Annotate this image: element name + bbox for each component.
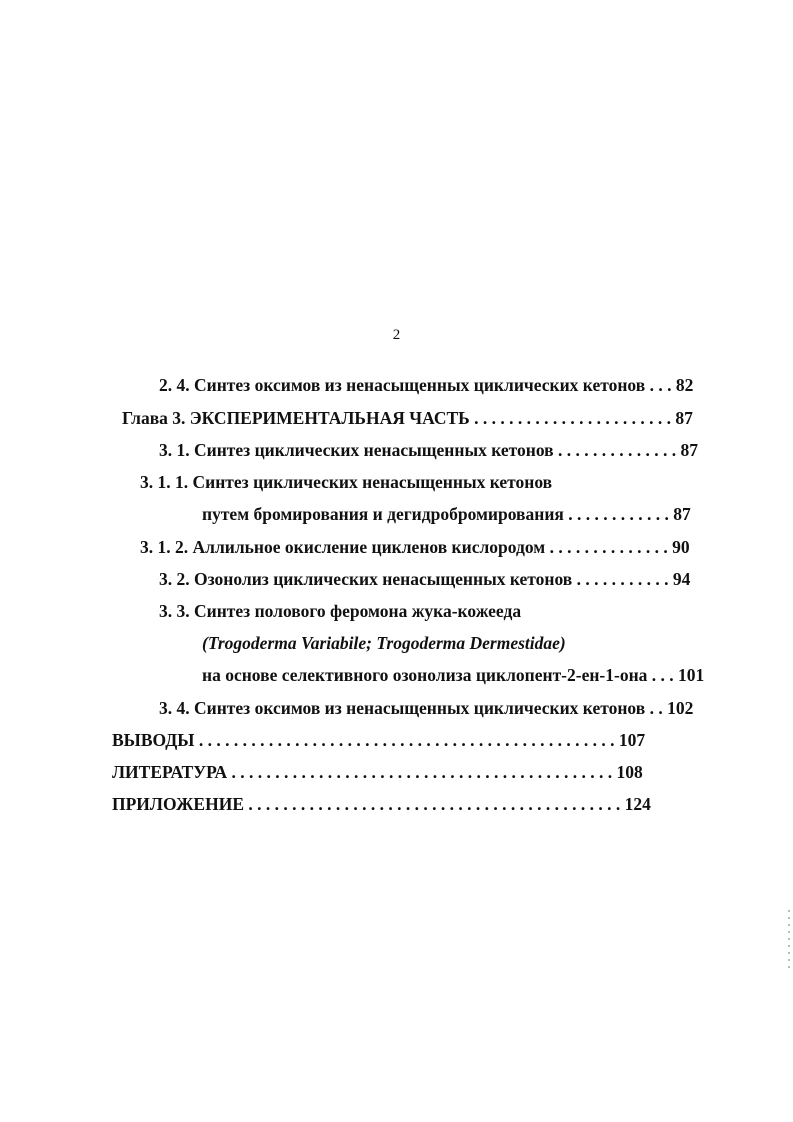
scan-artifact xyxy=(788,910,790,970)
toc-entry-3-2: 3. 2. Озонолиз циклических ненасыщенных кетонов . . . . . . . . . . . 94 xyxy=(159,569,691,589)
toc-entry-3-4: 3. 4. Синтез оксимов из ненасыщенных циклических кетонов . . 102 xyxy=(159,698,694,718)
toc-entry-chapter-3: Глава 3. ЭКСПЕРИМЕНТАЛЬНАЯ ЧАСТЬ . . . . . . . . . . . . . . . . . . . . . . . 87 xyxy=(122,408,693,428)
toc-entry-3-1-2: 3. 1. 2. Аллильное окисление цикленов кислородом . . . . . . . . . . . . . . 90 xyxy=(140,537,690,557)
toc-entry-3-3-cont: на основе селективного озонолиза циклопент-2-ен-1-она . . . 101 xyxy=(202,665,705,685)
toc-entry-3-3: 3. 3. Синтез полового феромона жука-кожееда xyxy=(159,601,522,621)
toc-entry-3-3-species: (Trogoderma Variabile; Trogoderma Dermestidae) xyxy=(202,633,566,653)
toc-entry-2-4: 2. 4. Синтез оксимов из ненасыщенных циклических кетонов . . . 82 xyxy=(159,375,694,395)
toc-entry-appendix: ПРИЛОЖЕНИЕ . . . . . . . . . . . . . . . . . . . . . . . . . . . . . . . . . . . . . . . . . . . 124 xyxy=(112,794,651,814)
toc-entry-3-1-1-cont: путем бромирования и дегидробромирования . . . . . . . . . . . . 87 xyxy=(202,504,691,524)
toc-entry-conclusions: ВЫВОДЫ . . . . . . . . . . . . . . . . . . . . . . . . . . . . . . . . . . . . . . . . . . . . . . . . 107 xyxy=(112,730,646,750)
page-number: 2 xyxy=(392,327,401,343)
toc-entry-literature: ЛИТЕРАТУРА . . . . . . . . . . . . . . . . . . . . . . . . . . . . . . . . . . . . . . . . . . . . 108 xyxy=(112,762,643,782)
toc-entry-3-1-1: 3. 1. 1. Синтез циклических ненасыщенных кетонов xyxy=(140,472,553,492)
toc-entry-3-1: 3. 1. Синтез циклических ненасыщенных кетонов . . . . . . . . . . . . . . 87 xyxy=(159,440,698,460)
